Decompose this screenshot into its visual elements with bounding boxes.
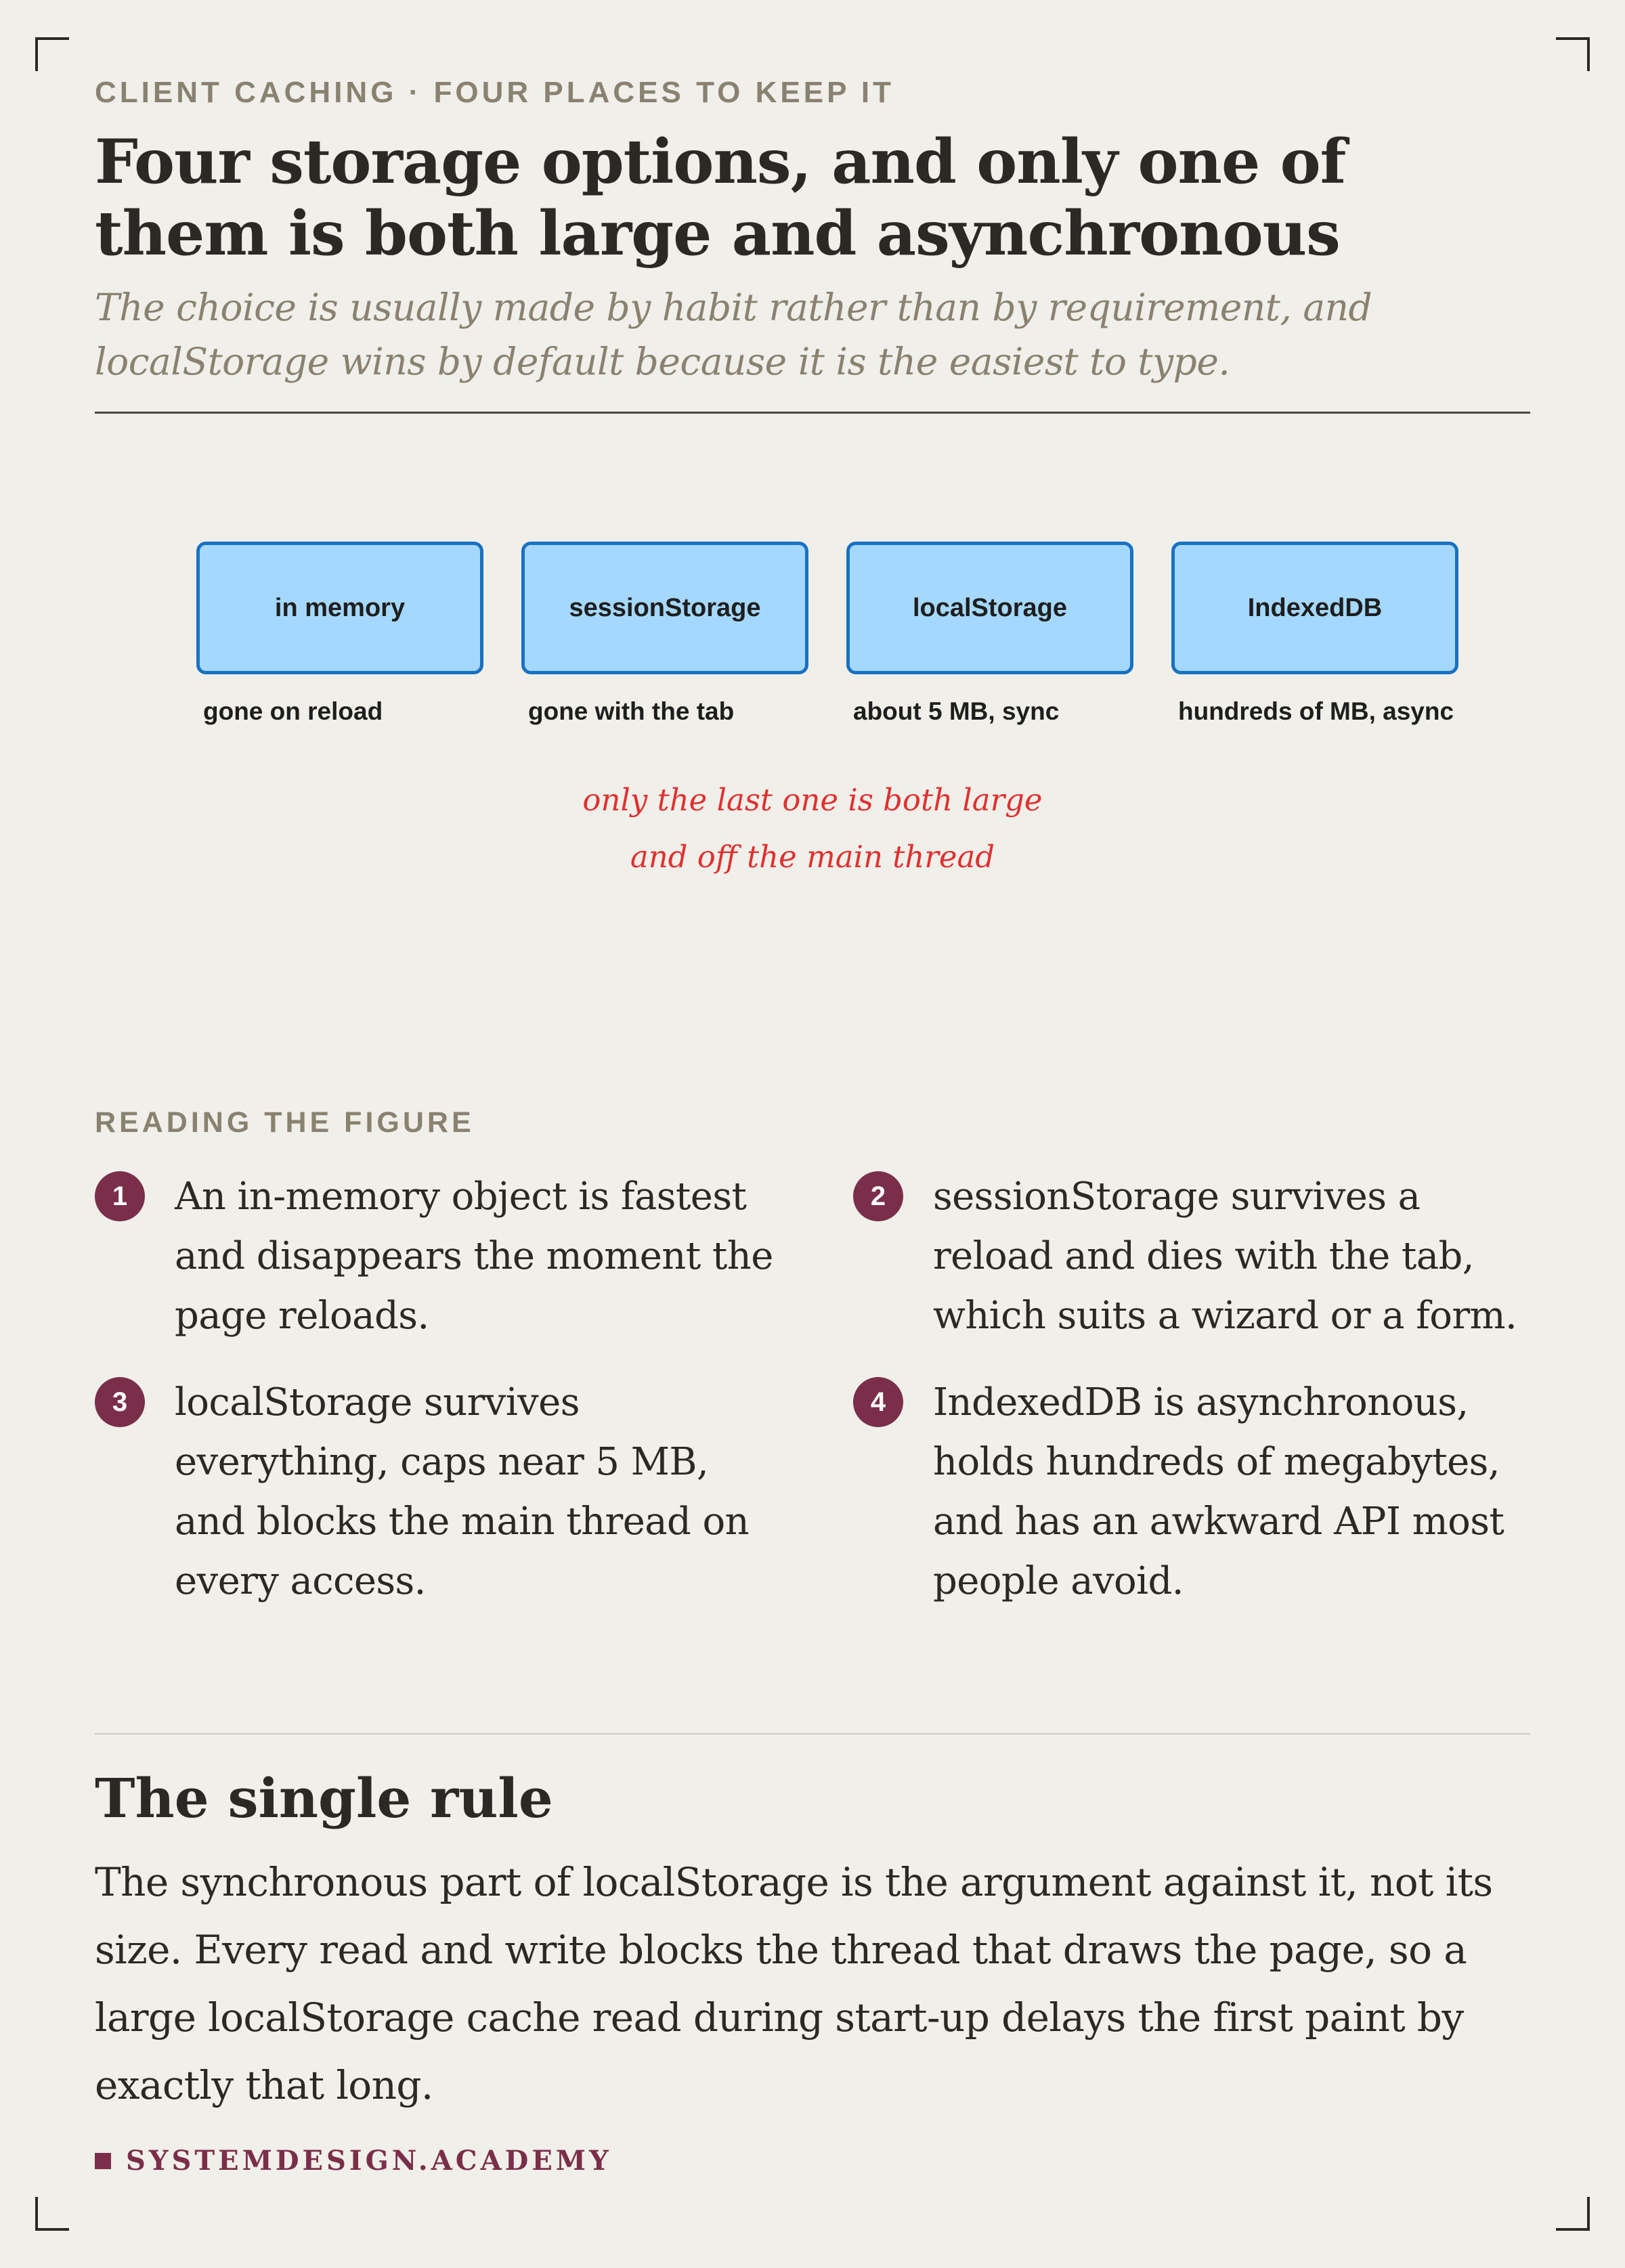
store-box-indexeddb: IndexedDB bbox=[1171, 542, 1458, 674]
brand-name: SYSTEMDESIGN.ACADEMY bbox=[126, 2145, 612, 2177]
section-heading: The single rule bbox=[95, 1766, 553, 1830]
number-badge: 1 bbox=[95, 1171, 145, 1221]
point-text: An in-memory object is fastest and disappears the moment the page reloads. bbox=[175, 1175, 773, 1338]
point-text: IndexedDB is asynchronous, holds hundreds of megabytes, and has an awkward API most people avoid. bbox=[933, 1380, 1504, 1603]
store-box-in-memory: in memory bbox=[196, 542, 483, 674]
section-body: The synchronous part of localStorage is the argument against it, not its size. Every read and write blocks the thread that draws the page, so a large localStorage cache read during start-up delays the first paint by exactly that long. bbox=[95, 1859, 1493, 2108]
store-box-local-storage: localStorage bbox=[846, 542, 1133, 674]
annotation-line-1: only the last one is both large bbox=[582, 782, 1043, 818]
figure-annotation bbox=[542, 772, 1083, 886]
storage-figure bbox=[95, 515, 1530, 894]
section-label: READING THE FIGURE bbox=[95, 1106, 475, 1139]
crop-mark-top-left bbox=[35, 37, 69, 71]
divider bbox=[95, 412, 1530, 414]
store-note-session-storage: gone with the tab bbox=[528, 697, 735, 725]
divider bbox=[95, 1733, 1530, 1735]
number-badge: 3 bbox=[95, 1377, 145, 1427]
page-title: Four storage options, and only one of them is both large and asynchronous bbox=[95, 126, 1346, 269]
number-badge: 4 bbox=[853, 1377, 903, 1427]
store-note-local-storage: about 5 MB, sync bbox=[853, 697, 1060, 725]
store-note-in-memory: gone on reload bbox=[203, 697, 383, 725]
crop-mark-bottom-left bbox=[35, 2197, 69, 2231]
store-note-indexeddb: hundreds of MB, async bbox=[1178, 697, 1454, 725]
crop-mark-bottom-right bbox=[1556, 2197, 1590, 2231]
eyebrow: CLIENT CACHING · FOUR PLACES TO KEEP IT bbox=[95, 76, 894, 109]
store-box-session-storage: sessionStorage bbox=[521, 542, 808, 674]
square-icon bbox=[95, 2153, 111, 2169]
subtitle: The choice is usually made by habit rather than by requirement, and localStorage wins by default because it is the easiest to type. bbox=[95, 286, 1372, 383]
annotation-line-2: and off the main thread bbox=[630, 839, 995, 875]
number-badge: 2 bbox=[853, 1171, 903, 1221]
crop-mark-top-right bbox=[1556, 37, 1590, 71]
brand-footer bbox=[95, 2145, 612, 2177]
point-text: localStorage survives everything, caps near 5 MB, and blocks the main thread on every access. bbox=[175, 1380, 750, 1603]
point-text: sessionStorage survives a reload and dies with the tab, which suits a wizard or a form. bbox=[933, 1175, 1517, 1338]
